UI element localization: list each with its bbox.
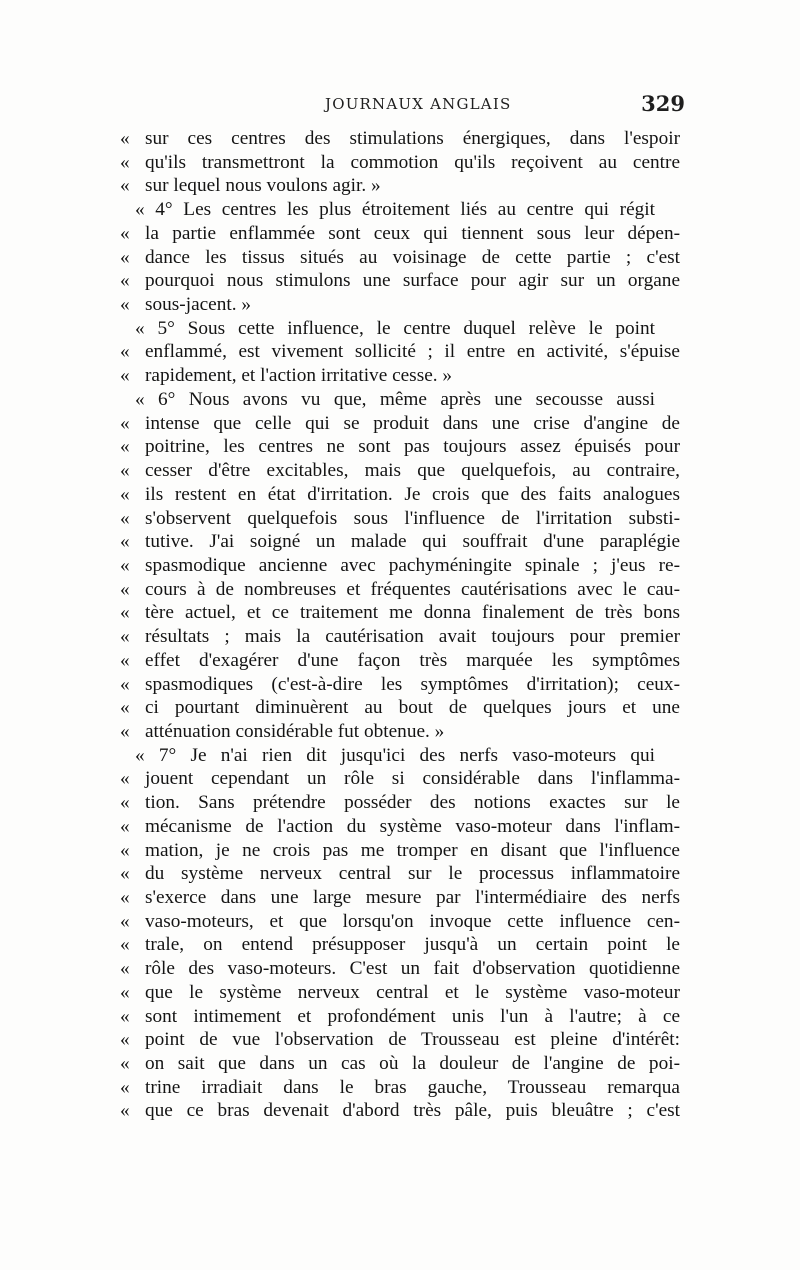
line-text: sont intimement et profondément unis l'un à l'autre; à ce xyxy=(145,1005,680,1027)
quote-mark: « xyxy=(120,507,130,529)
line-text: tère actuel, et ce traitement me donna finalement de très bons xyxy=(145,602,680,624)
paragraph-start-text: « 6° Nous avons vu que, même après une secousse aussi xyxy=(135,388,655,410)
quote-mark: « xyxy=(120,673,130,695)
text-line xyxy=(120,293,680,317)
text-line xyxy=(120,1028,680,1052)
text-line xyxy=(120,222,680,246)
line-text: point de vue l'observation de Trousseau est pleine d'intérêt: xyxy=(145,1029,680,1051)
text-line xyxy=(120,744,680,768)
text-line xyxy=(120,839,680,863)
text-line xyxy=(120,1099,680,1123)
text-line xyxy=(120,791,680,815)
text-line xyxy=(120,649,680,673)
line-text: intense que celle qui se produit dans une crise d'angine de xyxy=(145,412,680,434)
text-line xyxy=(120,1005,680,1029)
line-text: spasmodique ancienne avec pachyméningite spinale ; j'eus re- xyxy=(145,554,680,576)
quote-mark: « xyxy=(120,934,130,956)
quote-mark: « xyxy=(120,887,130,908)
quote-mark: « xyxy=(120,175,130,197)
text-line xyxy=(120,720,680,744)
line-text: on sait que dans un cas où la douleur de l'angine de poi- xyxy=(145,1053,680,1075)
line-text: tion. Sans prétendre posséder des notions exactes sur le xyxy=(145,792,680,814)
quote-mark: « xyxy=(120,341,130,363)
text-line xyxy=(120,246,680,270)
line-text: trine irradiait dans le bras gauche, Trousseau remarqua xyxy=(145,1076,680,1098)
text-line xyxy=(120,696,680,720)
line-text: que le système nerveux central et le système vaso-moteur xyxy=(145,981,680,1003)
quote-mark: « xyxy=(120,768,130,790)
quote-mark: « xyxy=(120,412,130,434)
text-line xyxy=(120,530,680,554)
line-text: poitrine, les centres ne sont pas toujours assez épuisés pour xyxy=(145,436,680,458)
text-line xyxy=(120,198,680,222)
line-text: spasmodiques (c'est-à-dire les symptômes d'irritation); ceux- xyxy=(145,673,680,695)
quote-mark: « xyxy=(120,1005,130,1027)
text-line xyxy=(120,269,680,293)
text-line xyxy=(120,815,680,839)
quote-mark: « xyxy=(120,839,130,861)
line-text: cours à de nombreuses et fréquentes cautérisations avec le cau- xyxy=(145,578,680,600)
quote-mark: « xyxy=(120,981,130,1003)
quote-mark: « xyxy=(120,531,130,553)
line-text: s'observent quelquefois sous l'influence de l'irritation substi- xyxy=(145,507,680,529)
text-line xyxy=(120,174,680,198)
text-line xyxy=(120,981,680,1005)
line-text: ci pourtant diminuèrent au bout de quelques jours et une xyxy=(145,697,680,719)
quote-mark: « xyxy=(120,554,130,576)
quote-mark: « xyxy=(120,483,130,505)
quote-mark: « xyxy=(120,578,130,600)
line-text: sur lequel nous voulons agir. » xyxy=(145,175,381,197)
line-text: sur ces centres des stimulations énergiques, dans l'espoir xyxy=(145,128,680,149)
line-text: effet d'exagérer d'une façon très marquée les symptômes xyxy=(145,649,680,671)
line-text: vaso-moteurs, et que lorsqu'on invoque cette influence cen- xyxy=(145,910,680,932)
text-line xyxy=(120,364,680,388)
line-text: s'exerce dans une large mesure par l'intermédiaire des nerfs xyxy=(145,887,680,908)
text-line xyxy=(120,625,680,649)
quote-mark: « xyxy=(120,792,130,814)
line-text: jouent cependant un rôle si considérable dans l'inflamma- xyxy=(145,768,680,790)
line-text: résultats ; mais la cautérisation avait toujours pour premier xyxy=(145,626,680,648)
paragraph-start-text: « 5° Sous cette influence, le centre duquel relève le point xyxy=(135,317,655,339)
quote-mark: « xyxy=(120,270,130,292)
line-text: rôle des vaso-moteurs. C'est un fait d'observation quotidienne xyxy=(145,958,680,980)
quote-mark: « xyxy=(120,720,130,742)
quote-mark: « xyxy=(120,365,130,387)
text-line xyxy=(120,340,680,364)
text-line xyxy=(120,578,680,602)
text-line xyxy=(120,507,680,531)
text-line xyxy=(120,459,680,483)
text-line xyxy=(120,554,680,578)
quote-mark: « xyxy=(120,1029,130,1051)
line-text: cesser d'être excitables, mais que quelquefois, au contraire, xyxy=(145,460,680,482)
text-line xyxy=(120,483,680,507)
text-line xyxy=(120,388,680,412)
quote-mark: « xyxy=(120,460,130,482)
line-text: dance les tissus situés au voisinage de cette partie ; c'est xyxy=(145,246,680,268)
page-header xyxy=(325,91,685,122)
line-text: pourquoi nous stimulons une surface pour agir sur un organe xyxy=(145,270,680,292)
text-line xyxy=(120,933,680,957)
quote-mark: « xyxy=(120,1053,130,1075)
quote-mark: « xyxy=(120,436,130,458)
quote-mark: « xyxy=(120,958,130,980)
quote-mark: « xyxy=(120,649,130,671)
paragraph-start-text: « 4° Les centres les plus étroitement liés au centre qui régit xyxy=(135,199,655,221)
quote-mark: « xyxy=(120,697,130,719)
line-text: ils restent en état d'irritation. Je crois que des faits analogues xyxy=(145,483,680,505)
quote-mark: « xyxy=(120,1100,130,1122)
quote-mark: « xyxy=(120,128,130,149)
text-line xyxy=(120,601,680,625)
quote-mark: « xyxy=(120,863,130,885)
line-text: enflammé, est vivement sollicité ; il entre en activité, s'épuise xyxy=(145,341,680,363)
line-text: mécanisme de l'action du système vaso-moteur dans l'inflam- xyxy=(145,815,680,837)
text-line xyxy=(120,673,680,697)
text-line xyxy=(120,1052,680,1076)
line-text: atténuation considérable fut obtenue. » xyxy=(145,720,445,742)
text-line xyxy=(120,767,680,791)
body-text xyxy=(120,127,680,1123)
text-line xyxy=(120,435,680,459)
page-number: 329 xyxy=(641,91,685,116)
line-text: que ce bras devenait d'abord très pâle, puis bleuâtre ; c'est xyxy=(145,1100,680,1122)
paragraph-start-text: « 7° Je n'ai rien dit jusqu'ici des nerfs vaso-moteurs qui xyxy=(135,744,655,766)
line-text: du système nerveux central sur le processus inflammatoire xyxy=(145,863,680,885)
quote-mark: « xyxy=(120,246,130,268)
line-text: mation, je ne crois pas me tromper en disant que l'influence xyxy=(145,839,680,861)
quote-mark: « xyxy=(120,815,130,837)
text-line xyxy=(120,412,680,436)
quote-mark: « xyxy=(120,1076,130,1098)
quote-mark: « xyxy=(120,294,130,316)
line-text: la partie enflammée sont ceux qui tiennent sous leur dépen- xyxy=(145,222,680,244)
text-line xyxy=(120,1076,680,1100)
text-line xyxy=(120,317,680,341)
quote-mark: « xyxy=(120,222,130,244)
line-text: qu'ils transmettront la commotion qu'ils reçoivent au centre xyxy=(145,151,680,173)
quote-mark: « xyxy=(120,602,130,624)
line-text: rapidement, et l'action irritative cesse. » xyxy=(145,365,453,387)
quote-mark: « xyxy=(120,626,130,648)
text-line xyxy=(120,151,680,175)
running-head: JOURNAUX ANGLAIS xyxy=(325,95,512,113)
text-line xyxy=(120,910,680,934)
line-text: tutive. J'ai soigné un malade qui souffrait d'une paraplégie xyxy=(145,531,680,553)
quote-mark: « xyxy=(120,151,130,173)
text-line xyxy=(120,127,680,151)
line-text: trale, on entend présupposer jusqu'à un certain point le xyxy=(145,934,680,956)
text-line xyxy=(120,957,680,981)
quote-mark: « xyxy=(120,910,130,932)
text-line xyxy=(120,862,680,886)
text-line xyxy=(120,886,680,910)
line-text: sous-jacent. » xyxy=(145,294,252,316)
